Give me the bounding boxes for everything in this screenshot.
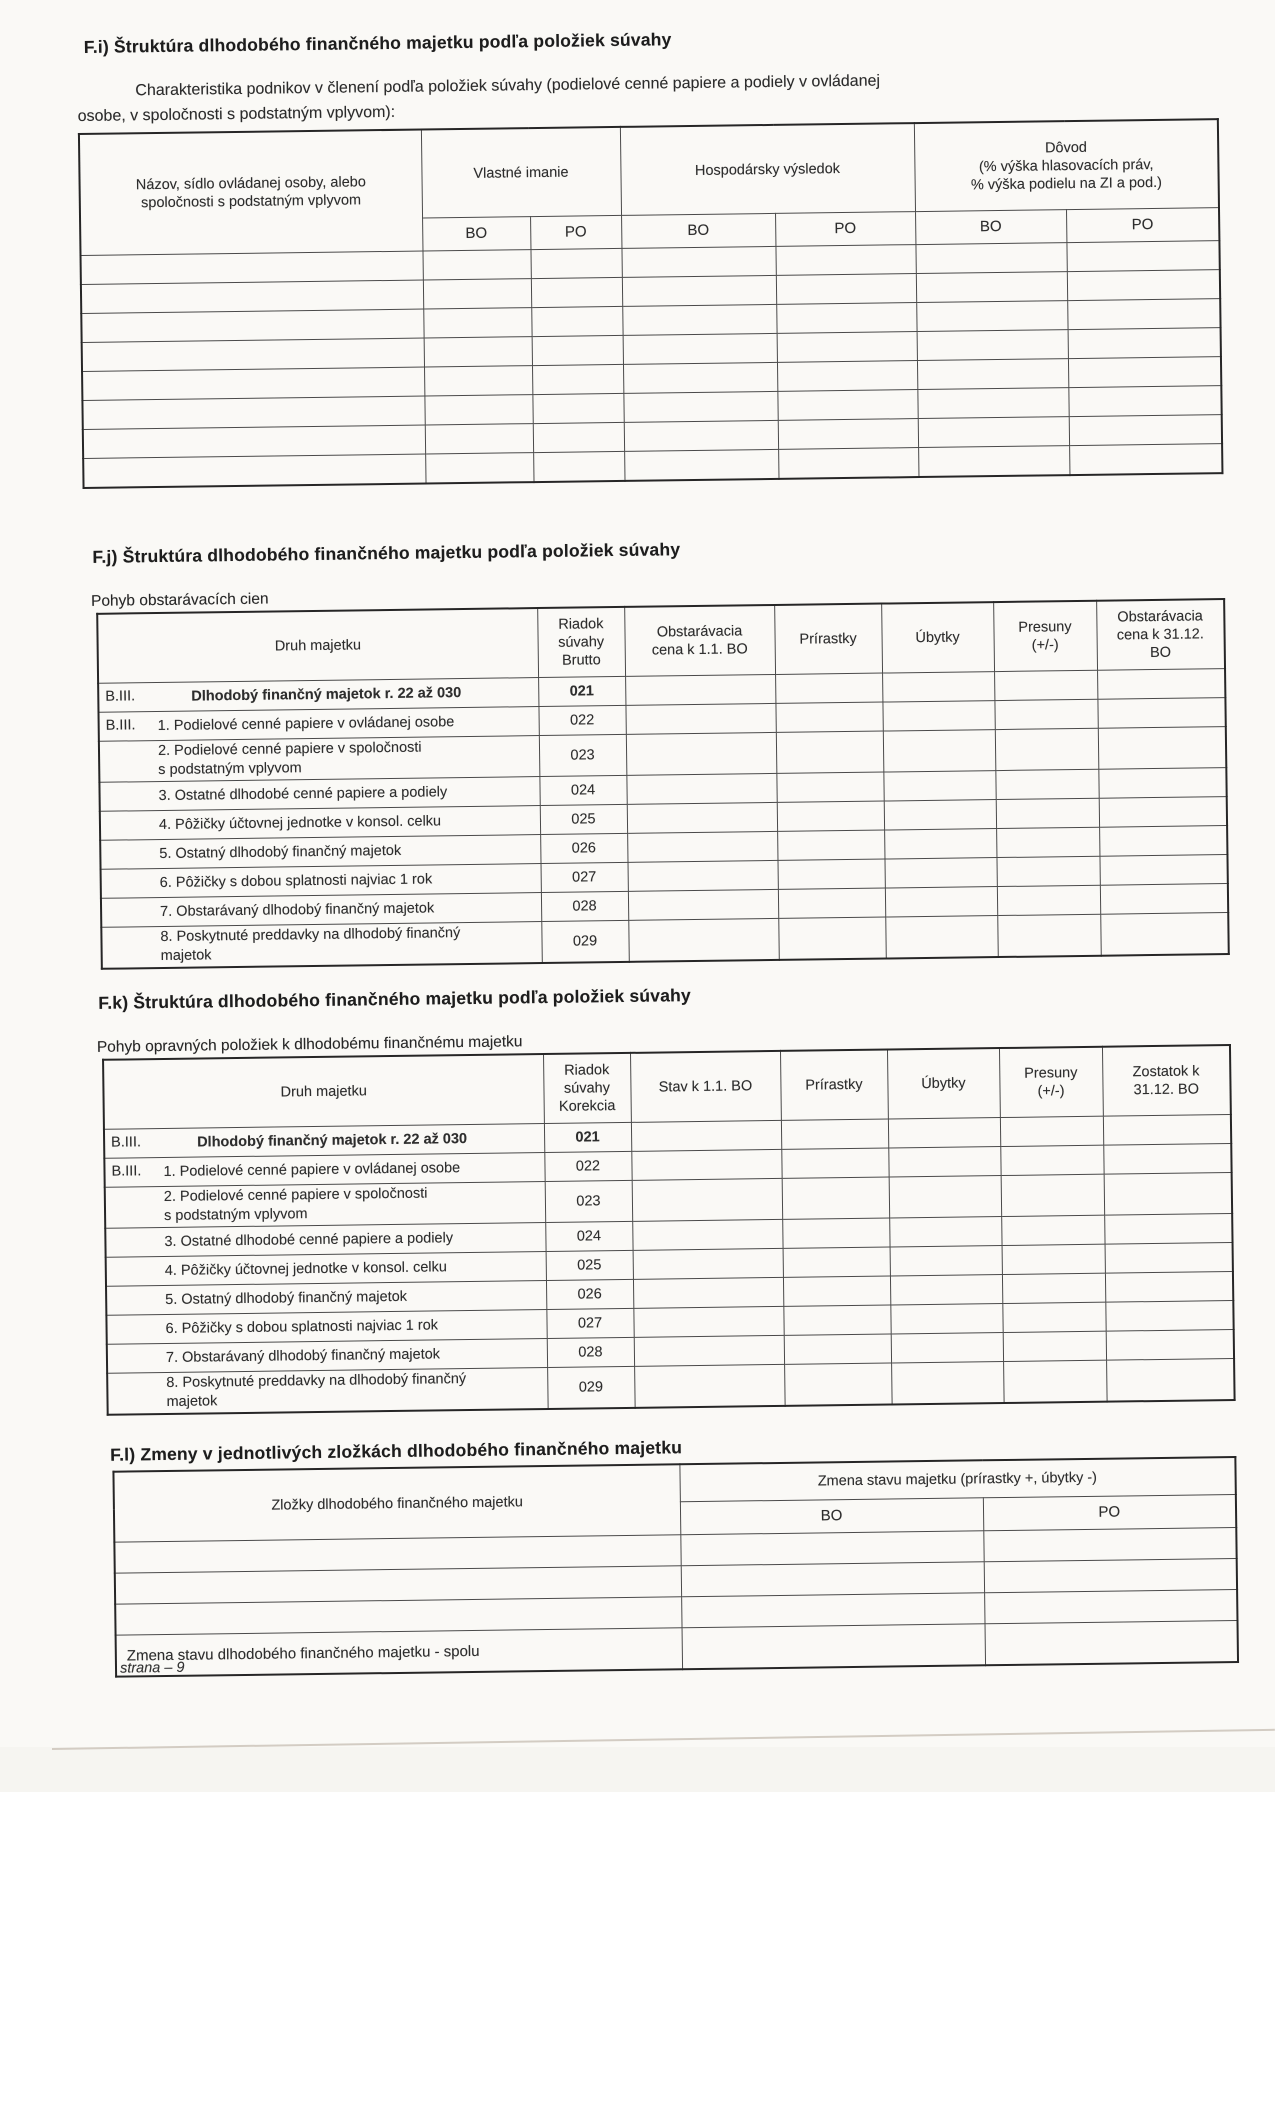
empty-cell [83,454,425,488]
empty-cell [1104,1173,1233,1216]
empty-cell [423,308,531,338]
row-label: 2. Podielové cenné papiere v spoločnosti s podstatným vplyvom [157,739,422,779]
empty-cell [1069,415,1222,446]
empty-cell [632,1219,782,1250]
empty-cell [681,1593,984,1628]
empty-cell [984,1558,1237,1592]
empty-cell [778,419,918,450]
empty-cell [627,831,777,862]
row-code-cell: 021 [538,676,625,706]
row-code-cell: 026 [540,833,627,863]
row-code-cell: 024 [539,775,626,805]
empty-cell [884,858,996,888]
empty-cell [81,280,423,313]
empty-cell [634,1364,785,1407]
empty-cell [1098,727,1227,770]
empty-cell [891,1333,1003,1363]
fj-subtitle: Pohyb obstarávacích cien [90,590,269,610]
row-label: 1. Podielové cenné papiere v ovládanej osobe [163,1159,461,1180]
empty-cell [776,303,916,334]
page-footer: strana – 9 [119,1659,185,1677]
empty-cell [995,769,1098,799]
empty-cell [1098,768,1226,799]
row-prefix [113,1261,165,1262]
empty-cell [632,1178,783,1221]
empty-cell [628,860,778,891]
empty-cell [1068,357,1221,388]
empty-cell [1105,1301,1233,1332]
empty-cell [776,772,883,802]
empty-cell [918,417,1069,448]
section-fj-title: F.j) Štruktúra dlhodobého finančného majetku podľa položiek súvahy [92,539,681,567]
row-prefix: B.III. [111,1133,142,1151]
fi-subsidiaries-table [78,118,1224,489]
empty-cell [1100,913,1229,956]
empty-cell [633,1306,783,1337]
empty-cell [532,335,623,365]
fk-opening-state-header: Stav k 1.1. BO [630,1051,781,1122]
empty-cell [778,888,885,918]
row-code-cell: 022 [538,705,625,735]
empty-cell [917,330,1068,361]
empty-cell [916,272,1067,303]
empty-cell [424,366,532,396]
empty-cell [996,827,1099,857]
fi-equity-bo-header: BO [422,217,530,251]
empty-cell [631,1120,781,1151]
empty-cell [1097,698,1225,729]
fl-total-label: Zmena stavu dlhodobého finančného majetku - spolu [116,1628,682,1677]
fk-additions-header: Prírastky [780,1050,888,1121]
empty-cell [890,1304,1002,1334]
empty-cell [628,918,779,961]
fi-reason-group-header: Dôvod (% výška hlasovacích práv, % výška podielu na ZI a pod.) [914,119,1219,211]
row-code-cell: 027 [541,862,628,892]
empty-cell [624,420,778,451]
empty-cell [776,731,884,773]
fi-equity-group-header: Vlastné imanie [421,127,621,218]
empty-cell [423,279,531,309]
empty-cell [1103,1144,1231,1175]
empty-cell [82,367,424,400]
empty-cell [996,856,1099,886]
empty-cell [625,703,775,734]
empty-cell [915,243,1066,274]
empty-cell [777,801,884,831]
fk-closing-balance-header: Zostatok k 31.12. BO [1102,1045,1231,1116]
empty-cell [425,424,533,454]
row-code-cell: 028 [547,1337,634,1367]
empty-cell [623,362,777,393]
empty-cell [1106,1330,1234,1361]
empty-cell [625,674,775,705]
empty-cell [882,701,994,731]
fk-asset-type-header: Druh majetku [103,1054,544,1129]
row-prefix [107,816,159,817]
fj-disposals-header: Úbytky [881,602,994,673]
empty-cell [623,333,777,364]
asset-type-cell [107,1367,548,1414]
empty-cell [883,730,996,772]
row-code-cell: 025 [540,804,627,834]
empty-cell [781,1119,888,1149]
fl-change-group-header: Zmena stavu majetku (prírastky +, úbytky -) [679,1457,1235,1502]
row-code-cell: 021 [544,1122,631,1152]
fl-po-header: PO [983,1494,1236,1530]
empty-cell [627,802,777,833]
empty-cell [783,1305,890,1335]
row-prefix [112,1188,164,1189]
empty-cell [1067,270,1220,301]
row-label: Dlhodobý finančný majetok r. 22 až 030 [197,1130,468,1151]
empty-cell [626,773,776,804]
empty-cell [82,396,424,429]
fj-asset-type-header: Druh majetku [97,608,538,683]
empty-cell [888,1118,1000,1148]
fk-row-code-header: Riadok súvahy Korekcia [543,1053,631,1124]
empty-cell [775,673,882,703]
row-prefix [112,1232,164,1233]
empty-cell [882,672,994,702]
fi-result-bo-header: BO [621,213,775,248]
fl-bo-header: BO [680,1498,983,1535]
empty-cell [997,914,1101,957]
empty-cell [624,449,778,481]
section-fi-title: F.i) Štruktúra dlhodobého finančného majetku podľa položiek súvahy [83,29,672,57]
row-code-cell: 022 [544,1151,631,1181]
empty-cell [889,1176,1002,1218]
fk-subtitle: Pohyb opravných položiek k dlhodobému finančnému majetku [96,1033,523,1056]
empty-cell [775,245,915,276]
empty-cell [1068,386,1221,417]
empty-cell [424,395,532,425]
asset-type-cell [105,1182,545,1229]
empty-cell [994,670,1097,700]
fi-reason-po-header: PO [1066,208,1219,243]
empty-cell [680,1531,983,1566]
empty-cell [1097,669,1225,700]
fj-acquisition-cost-table [96,598,1230,970]
fl-components-header: Zložky dlhodobého finančného majetku [113,1464,680,1542]
empty-cell [1001,1215,1104,1245]
empty-cell [633,1248,783,1279]
row-label: 7. Obstarávaný dlhodobý finančný majetok [160,899,435,920]
empty-cell [82,338,424,371]
empty-cell [890,1275,1002,1305]
empty-cell [917,388,1068,419]
row-code-cell: 027 [546,1308,633,1338]
row-prefix: B.III. [105,716,136,734]
row-prefix [107,845,159,846]
row-label: 1. Podielové cenné papiere v ovládanej osobe [157,713,455,734]
empty-cell [1105,1272,1233,1303]
empty-cell [1105,1243,1233,1274]
empty-cell [531,277,622,307]
empty-cell [1066,241,1219,272]
empty-cell [775,702,882,732]
empty-cell [1069,444,1222,476]
row-prefix: B.III. [111,1162,142,1180]
empty-cell [1003,1360,1107,1403]
empty-cell [532,364,623,394]
row-code-cell: 029 [541,920,629,963]
fi-reason-bo-header: BO [915,210,1066,245]
empty-cell [621,246,775,277]
empty-cell [1000,1145,1103,1175]
row-prefix [113,1319,165,1320]
empty-cell [81,309,423,342]
empty-cell [884,800,996,830]
row-prefix [114,1348,166,1349]
row-label: 5. Ostatný dlhodobý finančný majetok [165,1288,408,1308]
empty-cell [983,1527,1236,1561]
empty-cell [778,917,886,960]
fj-transfers-header: Presuny (+/-) [993,601,1097,672]
row-prefix [108,903,160,904]
empty-cell [997,885,1100,915]
empty-cell [533,451,624,482]
row-label: 7. Obstarávaný dlhodobý finančný majetok [165,1345,441,1366]
row-code-cell: 023 [545,1180,633,1222]
fj-opening-cost-header: Obstarávacia cena k 1.1. BO [624,605,775,676]
empty-cell [777,332,917,363]
row-code-cell: 025 [546,1250,633,1280]
empty-cell [884,829,996,859]
empty-cell [424,337,532,367]
empty-cell [622,304,776,335]
empty-cell [782,1177,890,1219]
empty-cell [1002,1302,1105,1332]
fi-equity-po-header: PO [530,215,621,249]
empty-cell [422,250,530,280]
empty-cell [531,306,622,336]
empty-cell [783,1276,890,1306]
fi-name-header: Názov, sídlo ovládanej osoby, alebo spoločnosti s podstatným vplyvom [79,130,423,256]
empty-cell [784,1334,891,1364]
row-prefix [108,928,160,929]
empty-cell [784,1363,892,1406]
fj-row-code-header: Riadok súvahy Brutto [537,607,625,678]
row-label: 6. Pôžičky s dobou splatnosti najviac 1 rok [165,1316,439,1337]
row-code-cell: 023 [539,734,627,776]
empty-cell [623,391,777,422]
empty-cell [1100,884,1228,915]
row-code-cell: 024 [545,1221,632,1251]
row-prefix [114,1374,166,1375]
section-fl-title: F.l) Zmeny v jednotlivých zložkách dlhodobého finančného majetku [110,1437,683,1465]
row-code-cell: 029 [547,1366,635,1409]
empty-cell [681,1562,984,1597]
row-prefix [106,787,158,788]
empty-cell [782,1218,889,1248]
row-label: 8. Poskytnuté preddavky na dlhodobý finančný majetok [166,1371,467,1410]
empty-cell [1002,1273,1105,1303]
fj-additions-header: Prírastky [774,604,882,675]
empty-cell [1103,1115,1231,1146]
empty-cell [883,771,995,801]
row-label: 4. Pôžičky účtovnej jednotke v konsol. celku [164,1258,447,1279]
empty-cell [778,448,918,479]
empty-cell [777,361,917,392]
empty-cell [1099,826,1227,857]
empty-cell [916,301,1067,332]
empty-cell [777,390,917,421]
empty-cell [83,425,425,458]
row-label: 2. Podielové cenné papiere v spoločnosti s podstatným vplyvom [163,1185,428,1224]
empty-cell [777,859,884,889]
row-code-cell: 028 [541,891,628,921]
empty-cell [985,1620,1239,1665]
row-prefix: B.III. [105,687,136,705]
empty-cell [996,798,1099,828]
empty-cell [776,274,916,305]
empty-cell [1104,1214,1232,1245]
empty-cell [1001,1174,1105,1216]
empty-cell [984,1589,1237,1623]
fk-value-adjustments-table [102,1044,1236,1416]
empty-cell [994,699,1097,729]
row-label: 5. Ostatný dlhodobý finančný majetok [159,842,402,862]
empty-cell [425,453,533,484]
empty-cell [1099,855,1227,886]
row-prefix [113,1290,165,1291]
fk-transfers-header: Presuny (+/-) [999,1047,1103,1118]
empty-cell [885,916,998,959]
empty-cell [532,393,623,423]
empty-cell [1000,1116,1103,1146]
empty-cell [634,1335,784,1366]
empty-cell [622,275,776,306]
empty-cell [783,1247,890,1277]
section-fk-title: F.k) Štruktúra dlhodobého finančného majetku podľa položiek súvahy [98,985,692,1013]
empty-cell [633,1277,783,1308]
row-label: 6. Pôžičky s dobou splatnosti najviac 1 rok [159,870,433,891]
row-label: 3. Ostatné dlhodobé cenné papiere a podiely [158,783,448,804]
empty-cell [530,248,621,278]
empty-cell [890,1246,1002,1276]
empty-cell [533,422,624,452]
asset-type-cell [99,736,539,783]
row-code-cell: 026 [546,1279,633,1309]
empty-cell [631,1149,781,1180]
asset-type-cell [101,922,542,969]
row-label: 3. Ostatné dlhodobé cenné papiere a podiely [164,1229,454,1250]
fi-result-group-header: Hospodársky výsledok [620,123,915,215]
row-label: Dlhodobý finančný majetok r. 22 až 030 [191,684,462,705]
row-label: 4. Pôžičky účtovnej jednotke v konsol. celku [158,812,442,833]
fj-closing-cost-header: Obstarávacia cena k 31.12. BO [1096,599,1225,670]
empty-cell [888,1147,1000,1177]
empty-cell [777,830,884,860]
empty-cell [1003,1331,1106,1361]
empty-cell [1106,1359,1235,1402]
empty-cell [81,251,423,284]
fi-result-po-header: PO [775,212,915,247]
empty-cell [891,1362,1004,1405]
empty-cell [626,732,777,775]
empty-cell [917,359,1068,390]
fk-disposals-header: Úbytky [887,1048,1000,1119]
empty-cell [918,446,1069,477]
empty-cell [1067,299,1220,330]
empty-cell [1068,328,1221,359]
empty-cell [889,1217,1001,1247]
empty-cell [781,1148,888,1178]
row-prefix [108,874,160,875]
empty-cell [1099,797,1227,828]
row-prefix [106,742,158,743]
row-label: 8. Poskytnuté preddavky na dlhodobý finančný majetok [160,925,461,965]
fl-changes-table [112,1456,1239,1678]
empty-cell [995,728,1099,770]
section-fi-intro: Charakteristika podnikov v členení podľa položiek súvahy (podielové cenné papiere a podiely v ovládanej osobe, v spoločnosti s podstatným vplyvom): [77,72,881,126]
empty-cell [682,1624,986,1669]
empty-cell [885,887,997,917]
empty-cell [628,889,778,920]
empty-cell [1002,1244,1105,1274]
